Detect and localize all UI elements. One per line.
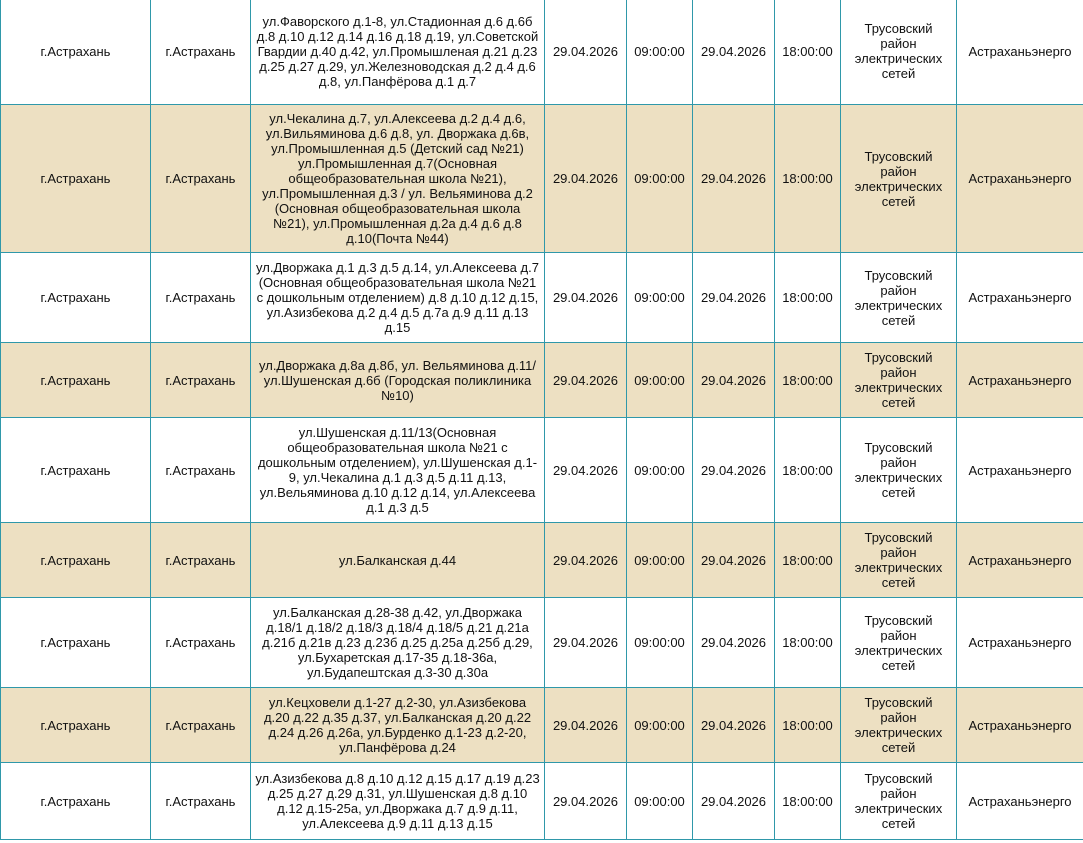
table-row — [1, 763, 1083, 840]
locality-cell: г.Астрахань — [151, 253, 251, 343]
start-date-cell: 29.04.2026 — [545, 105, 627, 253]
end-date-cell: 29.04.2026 — [693, 0, 775, 105]
end-time-cell: 18:00:00 — [775, 688, 841, 763]
start-time-cell: 09:00:00 — [627, 0, 693, 105]
address-cell: ул.Чекалина д.7, ул.Алексеева д.2 д.4 д.6, ул.Вильяминова д.6 д.8, ул. Дворжака д.6в, ул.Промышленная д.5 (Детский сад №21) ул.Промышленная д.7(Основная общеобразовательная школа №21), ул.Промышленная д.3 / ул. Вельяминова д.2 (Основная общеобразовательная школа №21), ул.Промышленная д.2а д.4 д.6 д.8 д.10(Почта №44) — [251, 105, 545, 253]
start-date-cell: 29.04.2026 — [545, 763, 627, 840]
locality-cell: г.Астрахань — [151, 418, 251, 523]
locality-cell: г.Астрахань — [151, 343, 251, 418]
end-date-cell: 29.04.2026 — [693, 343, 775, 418]
address-cell: ул.Азизбекова д.8 д.10 д.12 д.15 д.17 д.19 д.23 д.25 д.27 д.29 д.31, ул.Шушенская д.8 д.10 д.12 д.15-25а, ул.Дворжака д.7 д.9 д.11, ул.Алексеева д.9 д.11 д.13 д.15 — [251, 763, 545, 840]
table-row — [1, 598, 1083, 688]
city-cell: г.Астрахань — [1, 688, 151, 763]
end-time-cell: 18:00:00 — [775, 0, 841, 105]
district-cell: Трусовский район электрических сетей — [841, 0, 957, 105]
start-time-cell: 09:00:00 — [627, 343, 693, 418]
start-date-cell: 29.04.2026 — [545, 598, 627, 688]
district-cell: Трусовский район электрических сетей — [841, 763, 957, 840]
end-time-cell: 18:00:00 — [775, 523, 841, 598]
start-date-cell: 29.04.2026 — [545, 0, 627, 105]
city-cell: г.Астрахань — [1, 253, 151, 343]
start-time-cell: 09:00:00 — [627, 763, 693, 840]
organization-cell: Астраханьэнерго — [957, 763, 1083, 840]
end-time-cell: 18:00:00 — [775, 598, 841, 688]
start-date-cell: 29.04.2026 — [545, 343, 627, 418]
start-time-cell: 09:00:00 — [627, 253, 693, 343]
organization-cell: Астраханьэнерго — [957, 598, 1083, 688]
organization-cell: Астраханьэнерго — [957, 688, 1083, 763]
end-date-cell: 29.04.2026 — [693, 523, 775, 598]
table-row — [1, 343, 1083, 418]
organization-cell: Астраханьэнерго — [957, 523, 1083, 598]
start-time-cell: 09:00:00 — [627, 598, 693, 688]
organization-cell: Астраханьэнерго — [957, 418, 1083, 523]
table-row — [1, 418, 1083, 523]
table-row — [1, 523, 1083, 598]
address-cell: ул.Дворжака д.1 д.3 д.5 д.14, ул.Алексеева д.7 (Основная общеобразовательная школа №21 с дошкольным отделением) д.8 д.10 д.12 д.15, ул.Азизбекова д.2 д.4 д.5 д.7а д.9 д.11 д.13 д.15 — [251, 253, 545, 343]
end-date-cell: 29.04.2026 — [693, 253, 775, 343]
start-time-cell: 09:00:00 — [627, 523, 693, 598]
city-cell: г.Астрахань — [1, 523, 151, 598]
locality-cell: г.Астрахань — [151, 105, 251, 253]
end-date-cell: 29.04.2026 — [693, 598, 775, 688]
district-cell: Трусовский район электрических сетей — [841, 418, 957, 523]
city-cell: г.Астрахань — [1, 763, 151, 840]
city-cell: г.Астрахань — [1, 418, 151, 523]
table-row — [1, 0, 1083, 105]
end-time-cell: 18:00:00 — [775, 253, 841, 343]
end-time-cell: 18:00:00 — [775, 343, 841, 418]
city-cell: г.Астрахань — [1, 598, 151, 688]
district-cell: Трусовский район электрических сетей — [841, 688, 957, 763]
district-cell: Трусовский район электрических сетей — [841, 598, 957, 688]
end-time-cell: 18:00:00 — [775, 418, 841, 523]
end-time-cell: 18:00:00 — [775, 763, 841, 840]
locality-cell: г.Астрахань — [151, 523, 251, 598]
end-date-cell: 29.04.2026 — [693, 763, 775, 840]
city-cell: г.Астрахань — [1, 0, 151, 105]
address-cell: ул.Балканская д.28-38 д.42, ул.Дворжака д.18/1 д.18/2 д.18/3 д.18/4 д.18/5 д.21 д.21а д.21б д.21в д.23 д.23б д.25 д.25а д.25б д.29, ул.Бухаретская д.17-35 д.18-36а, ул.Будапештская д.3-30 д.30а — [251, 598, 545, 688]
locality-cell: г.Астрахань — [151, 763, 251, 840]
district-cell: Трусовский район электрических сетей — [841, 523, 957, 598]
organization-cell: Астраханьэнерго — [957, 0, 1083, 105]
start-date-cell: 29.04.2026 — [545, 523, 627, 598]
start-date-cell: 29.04.2026 — [545, 253, 627, 343]
locality-cell: г.Астрахань — [151, 598, 251, 688]
address-cell: ул.Фаворского д.1-8, ул.Стадионная д.6 д.6б д.8 д.10 д.12 д.14 д.16 д.18 д.19, ул.Советской Гвардии д.40 д.42, ул.Промышленая д.21 д.23 д.25 д.27 д.29, ул.Железноводская д.2 д.4 д.6 д.8, ул.Панфёрова д.1 д.7 — [251, 0, 545, 105]
district-cell: Трусовский район электрических сетей — [841, 105, 957, 253]
address-cell: ул.Балканская д.44 — [251, 523, 545, 598]
district-cell: Трусовский район электрических сетей — [841, 343, 957, 418]
start-time-cell: 09:00:00 — [627, 688, 693, 763]
city-cell: г.Астрахань — [1, 343, 151, 418]
locality-cell: г.Астрахань — [151, 0, 251, 105]
end-time-cell: 18:00:00 — [775, 105, 841, 253]
start-time-cell: 09:00:00 — [627, 105, 693, 253]
end-date-cell: 29.04.2026 — [693, 418, 775, 523]
organization-cell: Астраханьэнерго — [957, 253, 1083, 343]
organization-cell: Астраханьэнерго — [957, 105, 1083, 253]
start-date-cell: 29.04.2026 — [545, 418, 627, 523]
address-cell: ул.Кецховели д.1-27 д.2-30, ул.Азизбекова д.20 д.22 д.35 д.37, ул.Балканская д.20 д.22 д.24 д.26 д.26а, ул.Бурденко д.1-23 д.2-20, ул.Панфёрова д.24 — [251, 688, 545, 763]
address-cell: ул.Шушенская д.11/13(Основная общеобразовательная школа №21 с дошкольным отделением), ул.Шушенская д.1-9, ул.Чекалина д.1 д.3 д.5 д.11 д.13, ул.Вельяминова д.10 д.12 д.14, ул.Алексеева д.1 д.3 д.5 — [251, 418, 545, 523]
address-cell: ул.Дворжака д.8а д.8б, ул. Вельяминова д.11/ул.Шушенская д.6б (Городская поликлиника №10) — [251, 343, 545, 418]
table-row — [1, 688, 1083, 763]
table-row — [1, 105, 1083, 253]
organization-cell: Астраханьэнерго — [957, 343, 1083, 418]
end-date-cell: 29.04.2026 — [693, 105, 775, 253]
city-cell: г.Астрахань — [1, 105, 151, 253]
start-time-cell: 09:00:00 — [627, 418, 693, 523]
table-row — [1, 253, 1083, 343]
table-body — [1, 0, 1083, 840]
locality-cell: г.Астрахань — [151, 688, 251, 763]
end-date-cell: 29.04.2026 — [693, 688, 775, 763]
district-cell: Трусовский район электрических сетей — [841, 253, 957, 343]
start-date-cell: 29.04.2026 — [545, 688, 627, 763]
